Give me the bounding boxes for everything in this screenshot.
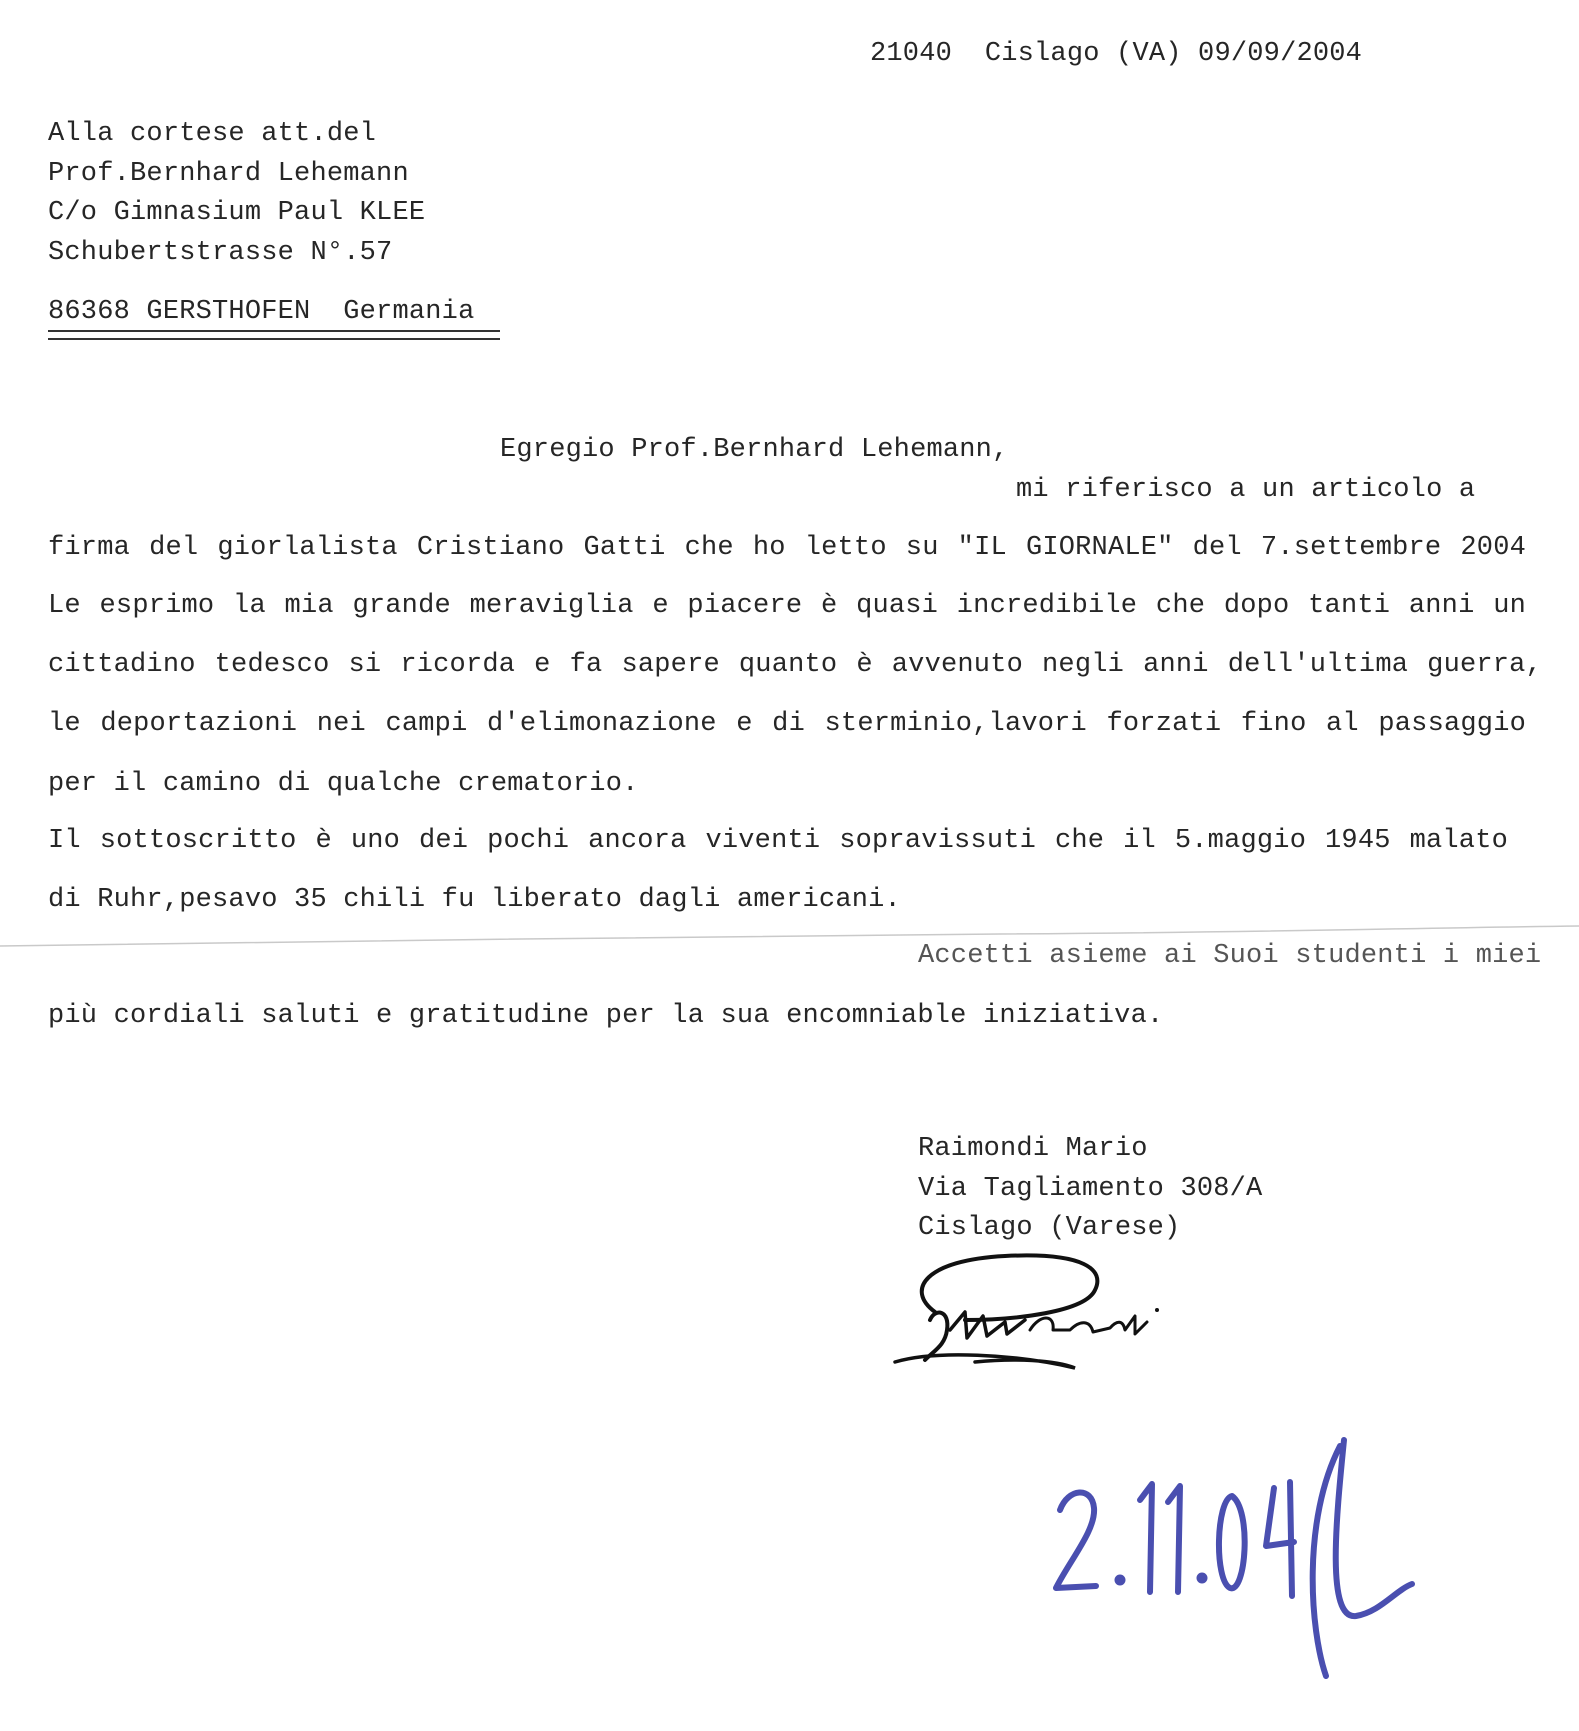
body-line-9: Accetti asieme ai Suoi studenti i miei	[918, 941, 1542, 971]
handwritten-date-note	[1040, 1430, 1420, 1700]
body-line-4: cittadino tedesco si ricorda e fa sapere quanto è avvenuto negli anni dell'ultima guerra,	[48, 650, 1542, 680]
body-line-10: più cordiali saluti e gratitudine per la sua encomniable iniziativa.	[48, 1001, 1164, 1031]
sender-street: Via Tagliamento 308/A	[918, 1174, 1263, 1204]
recipient-line-5: 86368 GERSTHOFEN Germania	[48, 297, 475, 327]
address-double-underline	[48, 330, 500, 340]
body-line-6: per il camino di qualche crematorio.	[48, 769, 639, 799]
sender-city: Cislago (Varese)	[918, 1213, 1181, 1243]
body-line-5: le deportazioni nei campi d'elimonazione e di sterminio,lavori forzati fino al passaggio	[48, 709, 1526, 739]
sender-name: Raimondi Mario	[918, 1134, 1148, 1164]
recipient-line-1: Alla cortese att.del	[48, 119, 377, 149]
place-date: 21040 Cislago (VA) 09/09/2004	[870, 39, 1363, 69]
recipient-line-3: C/o Gimnasium Paul KLEE	[48, 198, 426, 228]
body-line-3: Le esprimo la mia grande meraviglia e piacere è quasi incredibile che dopo tanti anni un	[48, 591, 1526, 621]
body-line-2: firma del giorlalista Cristiano Gatti che ho letto su "IL GIORNALE" del 7.settembre 2004	[48, 533, 1526, 563]
salutation: Egregio Prof.Bernhard Lehemann,	[500, 435, 1009, 465]
body-line-8: di Ruhr,pesavo 35 chili fu liberato dagli americani.	[48, 885, 901, 915]
signature-icon	[895, 1250, 1185, 1380]
body-line-1: mi riferisco a un articolo a	[1016, 475, 1476, 505]
body-line-7: Il sottoscritto è uno dei pochi ancora viventi sopravissuti che il 5.maggio 1945 malato	[48, 826, 1508, 856]
recipient-line-4: Schubertstrasse N°.57	[48, 238, 393, 268]
recipient-line-2: Prof.Bernhard Lehemann	[48, 159, 409, 189]
